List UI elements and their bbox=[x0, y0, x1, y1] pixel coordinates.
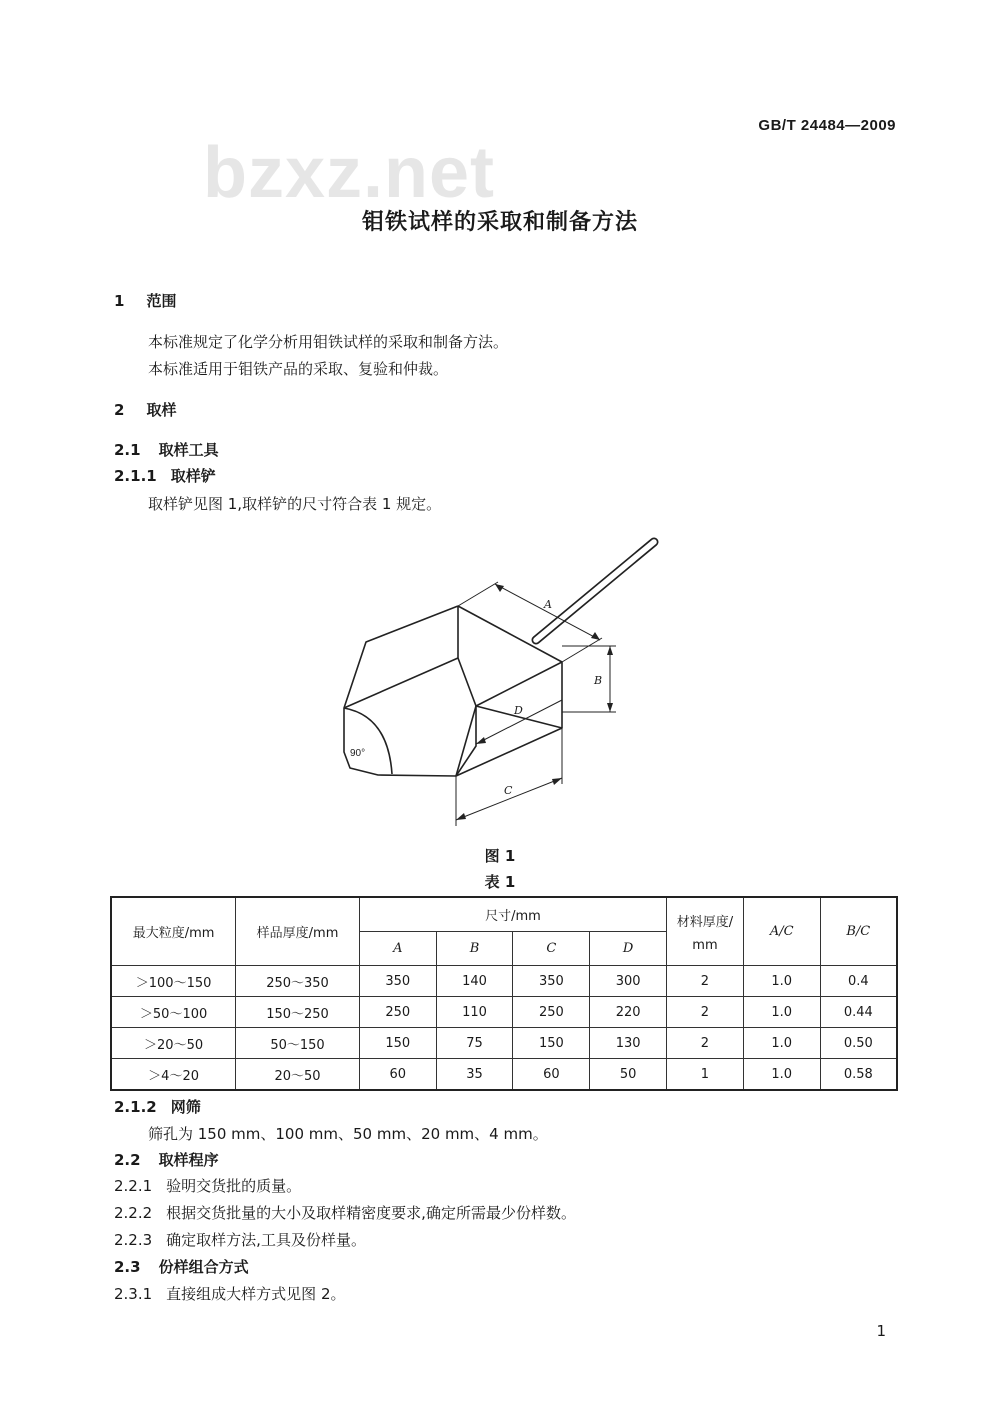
dimension-label-d: D bbox=[514, 704, 523, 717]
header-max-size: 最大粒度/mm bbox=[111, 897, 236, 966]
table-cell: ＞50～100 bbox=[111, 997, 236, 1028]
table-cell: ＞100～150 bbox=[111, 966, 236, 997]
table-cell: 150～250 bbox=[236, 997, 360, 1028]
table-cell: 250 bbox=[513, 997, 590, 1028]
section-2-1-1-heading bbox=[114, 465, 216, 486]
section-title: 取样程序 bbox=[158, 1151, 219, 1169]
standard-number: GB/T 24484—2009 bbox=[758, 117, 896, 134]
table-cell: 350 bbox=[513, 966, 590, 997]
section-title: 范围 bbox=[146, 292, 177, 310]
table-cell: 250 bbox=[359, 997, 436, 1028]
section-number: 2.1.2 bbox=[114, 1098, 157, 1116]
dimension-label-c: C bbox=[504, 784, 513, 797]
section-title: 份样组合方式 bbox=[158, 1258, 249, 1276]
table-cell: 60 bbox=[513, 1059, 590, 1091]
table-cell: 150 bbox=[513, 1028, 590, 1059]
paragraph: 取样铲见图 1,取样铲的尺寸符合表 1 规定。 bbox=[148, 495, 442, 513]
table-cell: 50 bbox=[590, 1059, 667, 1091]
angle-label: 90° bbox=[350, 748, 366, 759]
clause-text: 直接组成大样方式见图 2。 bbox=[166, 1285, 346, 1303]
section-2-3-heading bbox=[114, 1256, 249, 1277]
dimension-label-a: A bbox=[544, 598, 552, 611]
table-cell: 2 bbox=[667, 997, 744, 1028]
header-d: D bbox=[590, 932, 667, 966]
header-c: C bbox=[513, 932, 590, 966]
header-material-thickness bbox=[667, 897, 744, 966]
table-cell: 35 bbox=[436, 1059, 513, 1091]
header-b-over-c: B/C bbox=[820, 897, 897, 966]
dimension-label-b: B bbox=[594, 674, 603, 687]
document-title: 钼铁试样的采取和制备方法 bbox=[361, 210, 638, 235]
section-1-heading bbox=[114, 290, 176, 311]
header-material-line2: mm bbox=[692, 937, 718, 953]
header-thickness: 样品厚度/mm bbox=[236, 897, 360, 966]
table-cell: 1.0 bbox=[743, 997, 820, 1028]
table-row bbox=[111, 966, 897, 997]
table-cell: 0.44 bbox=[820, 997, 897, 1028]
figure-caption: 图 1 bbox=[484, 847, 516, 865]
page-number: 1 bbox=[876, 1322, 886, 1340]
table-cell: 350 bbox=[359, 966, 436, 997]
header-a: A bbox=[359, 932, 436, 966]
table-cell: 110 bbox=[436, 997, 513, 1028]
section-number: 2.1.1 bbox=[114, 467, 157, 485]
clause-2-2-2 bbox=[114, 1202, 576, 1223]
section-2-2-heading bbox=[114, 1149, 219, 1170]
table-cell: 1.0 bbox=[743, 1028, 820, 1059]
paragraph: 本标准适用于钼铁产品的采取、复验和仲裁。 bbox=[148, 360, 449, 378]
table-row bbox=[111, 997, 897, 1028]
section-number: 2.2.3 bbox=[114, 1231, 153, 1249]
header-material-line1: 材料厚度/ bbox=[676, 914, 734, 930]
shovel-diagram bbox=[330, 530, 670, 830]
section-title: 取样 bbox=[146, 401, 177, 419]
table-1 bbox=[110, 896, 898, 1091]
table-cell: 0.4 bbox=[820, 966, 897, 997]
paragraph: 筛孔为 150 mm、100 mm、50 mm、20 mm、4 mm。 bbox=[148, 1125, 548, 1143]
table-cell: 300 bbox=[590, 966, 667, 997]
table-cell: 75 bbox=[436, 1028, 513, 1059]
table-cell: 220 bbox=[590, 997, 667, 1028]
section-2-heading bbox=[114, 399, 176, 420]
table-caption: 表 1 bbox=[484, 873, 516, 891]
section-number: 2.2 bbox=[114, 1151, 141, 1169]
header-b: B bbox=[436, 932, 513, 966]
clause-2-2-3 bbox=[114, 1229, 366, 1250]
section-number: 2.2.1 bbox=[114, 1177, 153, 1195]
paragraph: 本标准规定了化学分析用钼铁试样的采取和制备方法。 bbox=[148, 333, 509, 351]
section-2-1-heading bbox=[114, 439, 219, 460]
section-number: 2.3 bbox=[114, 1258, 141, 1276]
clause-2-3-1 bbox=[114, 1283, 346, 1304]
table-cell: 20～50 bbox=[236, 1059, 360, 1091]
clause-text: 验明交货批的质量。 bbox=[166, 1177, 302, 1195]
table-row bbox=[111, 1059, 897, 1091]
header-dimensions: 尺寸/mm bbox=[359, 897, 666, 932]
table-cell: 1.0 bbox=[743, 1059, 820, 1091]
section-number: 2.3.1 bbox=[114, 1285, 153, 1303]
section-title: 取样工具 bbox=[158, 441, 219, 459]
section-number: 2.2.2 bbox=[114, 1204, 153, 1222]
section-number: 2 bbox=[114, 401, 125, 419]
table-cell: 1 bbox=[667, 1059, 744, 1091]
table-cell: 140 bbox=[436, 966, 513, 997]
clause-text: 确定取样方法,工具及份样量。 bbox=[166, 1231, 366, 1249]
section-title: 网筛 bbox=[170, 1098, 201, 1116]
table-cell: 50～150 bbox=[236, 1028, 360, 1059]
table-cell: 150 bbox=[359, 1028, 436, 1059]
table-row bbox=[111, 1028, 897, 1059]
table-cell: 1.0 bbox=[743, 966, 820, 997]
section-number: 2.1 bbox=[114, 441, 141, 459]
watermark: bzxz.net bbox=[203, 133, 496, 213]
table-cell: 2 bbox=[667, 966, 744, 997]
table-cell: 2 bbox=[667, 1028, 744, 1059]
table-cell: ＞20～50 bbox=[111, 1028, 236, 1059]
table-cell: 250～350 bbox=[236, 966, 360, 997]
table-cell: 130 bbox=[590, 1028, 667, 1059]
figure-1-drawing bbox=[330, 530, 670, 830]
table-cell: 0.50 bbox=[820, 1028, 897, 1059]
header-a-over-c: A/C bbox=[743, 897, 820, 966]
table-cell: ＞4～20 bbox=[111, 1059, 236, 1091]
table-cell: 60 bbox=[359, 1059, 436, 1091]
section-2-1-2-heading bbox=[114, 1096, 201, 1117]
section-number: 1 bbox=[114, 292, 125, 310]
table-cell: 0.58 bbox=[820, 1059, 897, 1091]
clause-2-2-1 bbox=[114, 1175, 301, 1196]
section-title: 取样铲 bbox=[170, 467, 216, 485]
clause-text: 根据交货批量的大小及取样精密度要求,确定所需最少份样数。 bbox=[166, 1204, 576, 1222]
